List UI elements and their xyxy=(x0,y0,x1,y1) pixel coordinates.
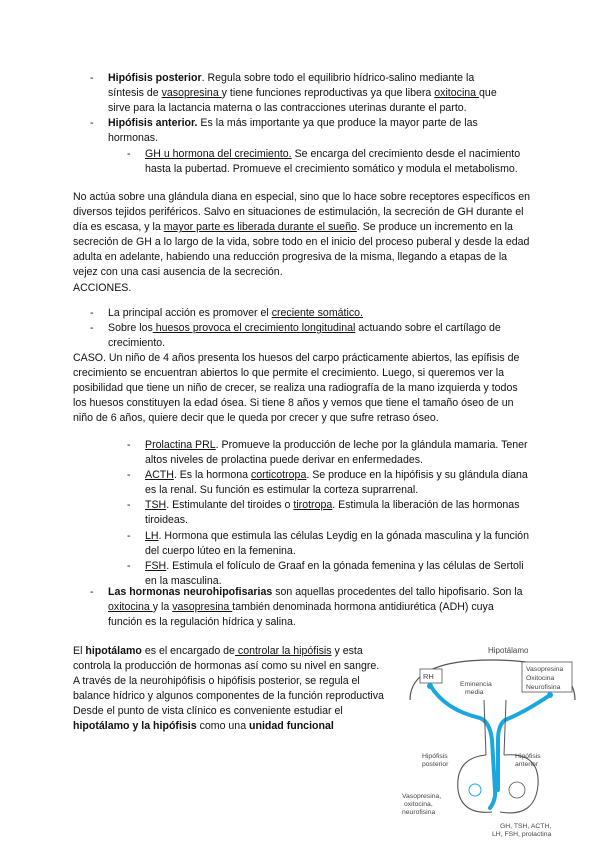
label-bottom-left-1: Vasopresina, xyxy=(402,793,442,800)
label-rh: RH xyxy=(423,672,434,681)
adenohipofisis-cell xyxy=(509,782,525,798)
list-item: - Prolactina PRL. Promueve la producción de leche por la glándula mamaria. Tener altos niveles de prolactina puede derivar en enfermedades. xyxy=(127,439,528,467)
term-hipofisis-anterior: Hipófisis anterior. xyxy=(108,117,198,130)
sublist-hormonas xyxy=(127,438,530,589)
label-bottom-right-2: LH, FSH, prolactina xyxy=(492,831,552,838)
list-item: - Las hormonas neurohipofisarias son aquellas procedentes del tallo hipofisario. Son la oxitocina y la vasopresina también denominada hormona antidiurética (ADH) cuya función es la regulación hídrica y salina. xyxy=(90,586,523,629)
list-item: - Hipófisis anterior. Es la más importante ya que produce la mayor parte de las hormonas. xyxy=(90,117,478,145)
paragraph-gh: No actúa sobre una glándula diana en especial, sino que lo hace sobre receptores específicos en diversos tejidos periféricos. Salvo en situaciones de estimulación, la secreción de GH durante el día es escasa, y la mayor parte es liberada durante el sueño. Se produce un incremento en la secreción de GH a lo largo de la vida, sobre todo en el inicio del proceso puberal y desde la edad adulta en adelante, habiendo una reducción progresiva de la misma, llegando a etapas de la vejez con una casi ausencia de la secreción. ACCIONES. xyxy=(73,190,533,296)
list-item: - ACTH. Es la hormona corticotropa. Se produce en la hipófisis y su glándula diana es la renal. Su función es estimular la corteza suprarrenal. xyxy=(127,469,528,497)
list-neurohipofisarias xyxy=(90,585,528,630)
neuron-body xyxy=(547,692,553,698)
list-item: - Hipófisis posterior. Regula sobre todo el equilibrio hídrico-salino mediante la síntesis de vasopresina y tiene funciones reproductivas ya que libera oxitocina que sirve para la lactancia materna o las contracciones uterinas durante el parto. xyxy=(90,72,497,115)
label-media: media xyxy=(465,689,484,696)
label-hipofisis-posterior-1: Hipófisis xyxy=(422,753,448,760)
list-item: - LH. Hormona que estimula las células Leydig en la gónada masculina y la función del cuerpo lúteo en la femenina. xyxy=(127,529,529,557)
label-oxitocina: Oxitocina xyxy=(526,675,555,682)
list-item: - TSH. Estimulante del tiroides o tirotropa. Estimula la liberación de las hormonas tiroideas. xyxy=(127,499,520,527)
hipotalamo-hipofisis-diagram xyxy=(400,640,585,840)
label-vasopresina: Vasopresina xyxy=(526,666,564,673)
sublist-gh xyxy=(127,147,525,177)
list-item: - FSH. Estimula el folículo de Graaf en la gónada femenina y las células de Sertoli en la masculina. xyxy=(127,559,524,587)
paragraph-caso: CASO. Un niño de 4 años presenta los huesos del carpo prácticamente abiertos, las epífisis de crecimiento se encuentran abiertos lo que permite el crecimiento. Luego, si queremos ver la posibilidad que tiene un niño de crecer, se realiza una radiografía de la mano izquierda y todos los huesos constituyen la edad ósea. Si tiene 8 años y vemos que tiene el tamaño óseo de un niño de 6 años, quiere decir que le queda por crecer y que sufre retraso óseo. xyxy=(73,352,520,425)
label-bottom-left-3: neurofisina xyxy=(402,809,436,816)
heading-acciones: ACCIONES. xyxy=(73,281,132,294)
term-hipofisis-posterior: Hipófisis posterior xyxy=(108,72,202,84)
paragraph-hipotalamo: El hipotálamo es el encargado de controlar la hipófisis y esta controla la producción de hormonas así como su nivel en sangre. A través de la neurohipófisis o hipófisis posterior, se regula el balance hídrico y algunos componentes de la función reproductiva Desde el punto de vista clínico es conveniente estudiar el hipotálamo y la hipófisis como una unidad funcional xyxy=(73,645,384,733)
list-item: - Sobre los huesos provoca el crecimiento longitudinal actuando sobre el cartílago de crecimiento. xyxy=(90,322,501,350)
label-hipotalamo: Hipotálamo xyxy=(488,646,529,655)
label-bottom-left-2: oxitocina, xyxy=(404,801,433,808)
neuron-body xyxy=(427,683,433,689)
label-hipofisis-anterior-2: anterior xyxy=(515,761,539,768)
list-acciones xyxy=(90,306,528,351)
label-hipofisis-anterior-1: Hipófisis xyxy=(515,753,541,760)
label-hipofisis-posterior-2: posterior xyxy=(422,761,449,768)
list-item: - La principal acción es promover el creciente somático. xyxy=(90,307,363,319)
axon-terminal xyxy=(469,784,481,796)
list-item: - GH u hormona del crecimiento. Se encarga del crecimiento desde el nacimiento hasta la pubertad. Promueve el crecimiento somático y modula el metabolismo. xyxy=(127,148,521,176)
list-hipofisis xyxy=(90,71,513,146)
label-bottom-right-1: GH, TSH, ACTH, xyxy=(500,823,552,830)
label-eminencia: Eminencia xyxy=(460,681,492,688)
label-neurofisina: Neurofisina xyxy=(526,684,561,691)
